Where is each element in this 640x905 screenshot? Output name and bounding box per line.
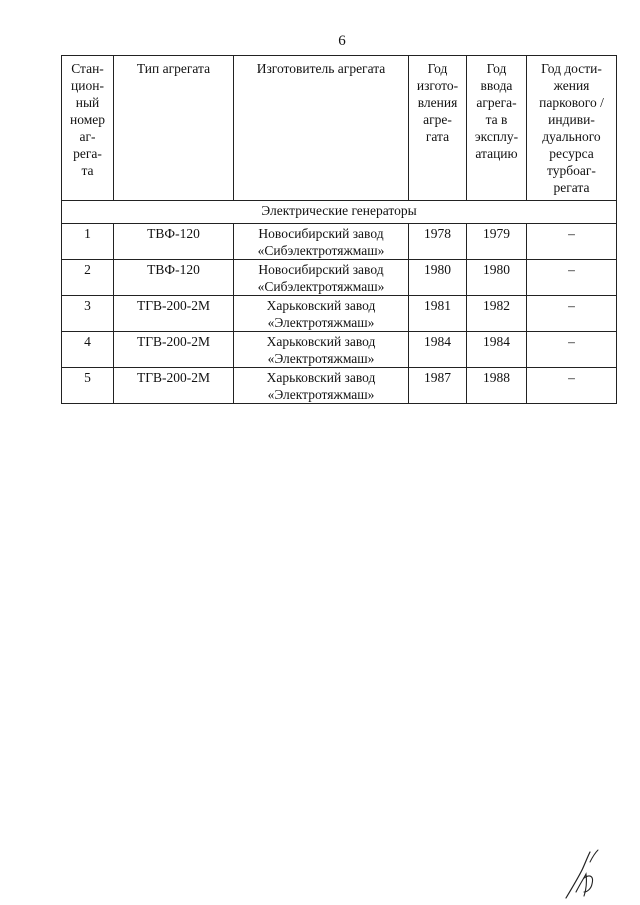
cell-station-number: 4 [62,332,114,368]
cell-manufacturer: Харьковский завод «Электротяжмаш» [234,368,409,404]
cell-manufacturer: Новосибирский завод «Сибэлектротяжмаш» [234,224,409,260]
cell-year-manufactured: 1987 [409,368,467,404]
header-unit-type: Тип агрегата [114,56,234,201]
cell-year-manufactured: 1981 [409,296,467,332]
cell-year-commissioned: 1984 [467,332,527,368]
cell-year-manufactured: 1980 [409,260,467,296]
cell-unit-type: ТГВ-200-2М [114,332,234,368]
section-title: Электрические генераторы [62,201,617,224]
header-manufacturer: Изготовитель агрегата [234,56,409,201]
table-row [62,296,617,332]
table-row [62,260,617,296]
header-year-commissioned: Год ввода агрега- та в эксплу- атацию [467,56,527,201]
header-station-number: Стан- цион- ный номер аг- рега- та [62,56,114,201]
section-row [62,201,617,224]
cell-station-number: 3 [62,296,114,332]
cell-year-resource: – [527,224,617,260]
cell-year-resource: – [527,260,617,296]
handwritten-signature [560,848,608,900]
generators-table [61,55,617,404]
table-row [62,368,617,404]
cell-unit-type: ТВФ-120 [114,260,234,296]
table-header-row [62,56,617,201]
cell-year-commissioned: 1979 [467,224,527,260]
cell-year-resource: – [527,296,617,332]
table-row [62,332,617,368]
page-number: 6 [338,33,346,49]
cell-station-number: 5 [62,368,114,404]
table-row [62,224,617,260]
cell-year-commissioned: 1980 [467,260,527,296]
cell-station-number: 1 [62,224,114,260]
header-year-manufactured: Год изгото- вления агре- гата [409,56,467,201]
cell-manufacturer: Харьковский завод «Электротяжмаш» [234,296,409,332]
cell-year-resource: – [527,368,617,404]
cell-unit-type: ТГВ-200-2М [114,296,234,332]
cell-station-number: 2 [62,260,114,296]
header-year-resource: Год дости- жения паркового / индиви- дуального ресурса турбоаг- регата [527,56,617,201]
cell-manufacturer: Новосибирский завод «Сибэлектротяжмаш» [234,260,409,296]
cell-year-manufactured: 1978 [409,224,467,260]
cell-manufacturer: Харьковский завод «Электротяжмаш» [234,332,409,368]
cell-year-resource: – [527,332,617,368]
cell-unit-type: ТВФ-120 [114,224,234,260]
cell-year-commissioned: 1988 [467,368,527,404]
cell-year-manufactured: 1984 [409,332,467,368]
cell-year-commissioned: 1982 [467,296,527,332]
cell-unit-type: ТГВ-200-2М [114,368,234,404]
